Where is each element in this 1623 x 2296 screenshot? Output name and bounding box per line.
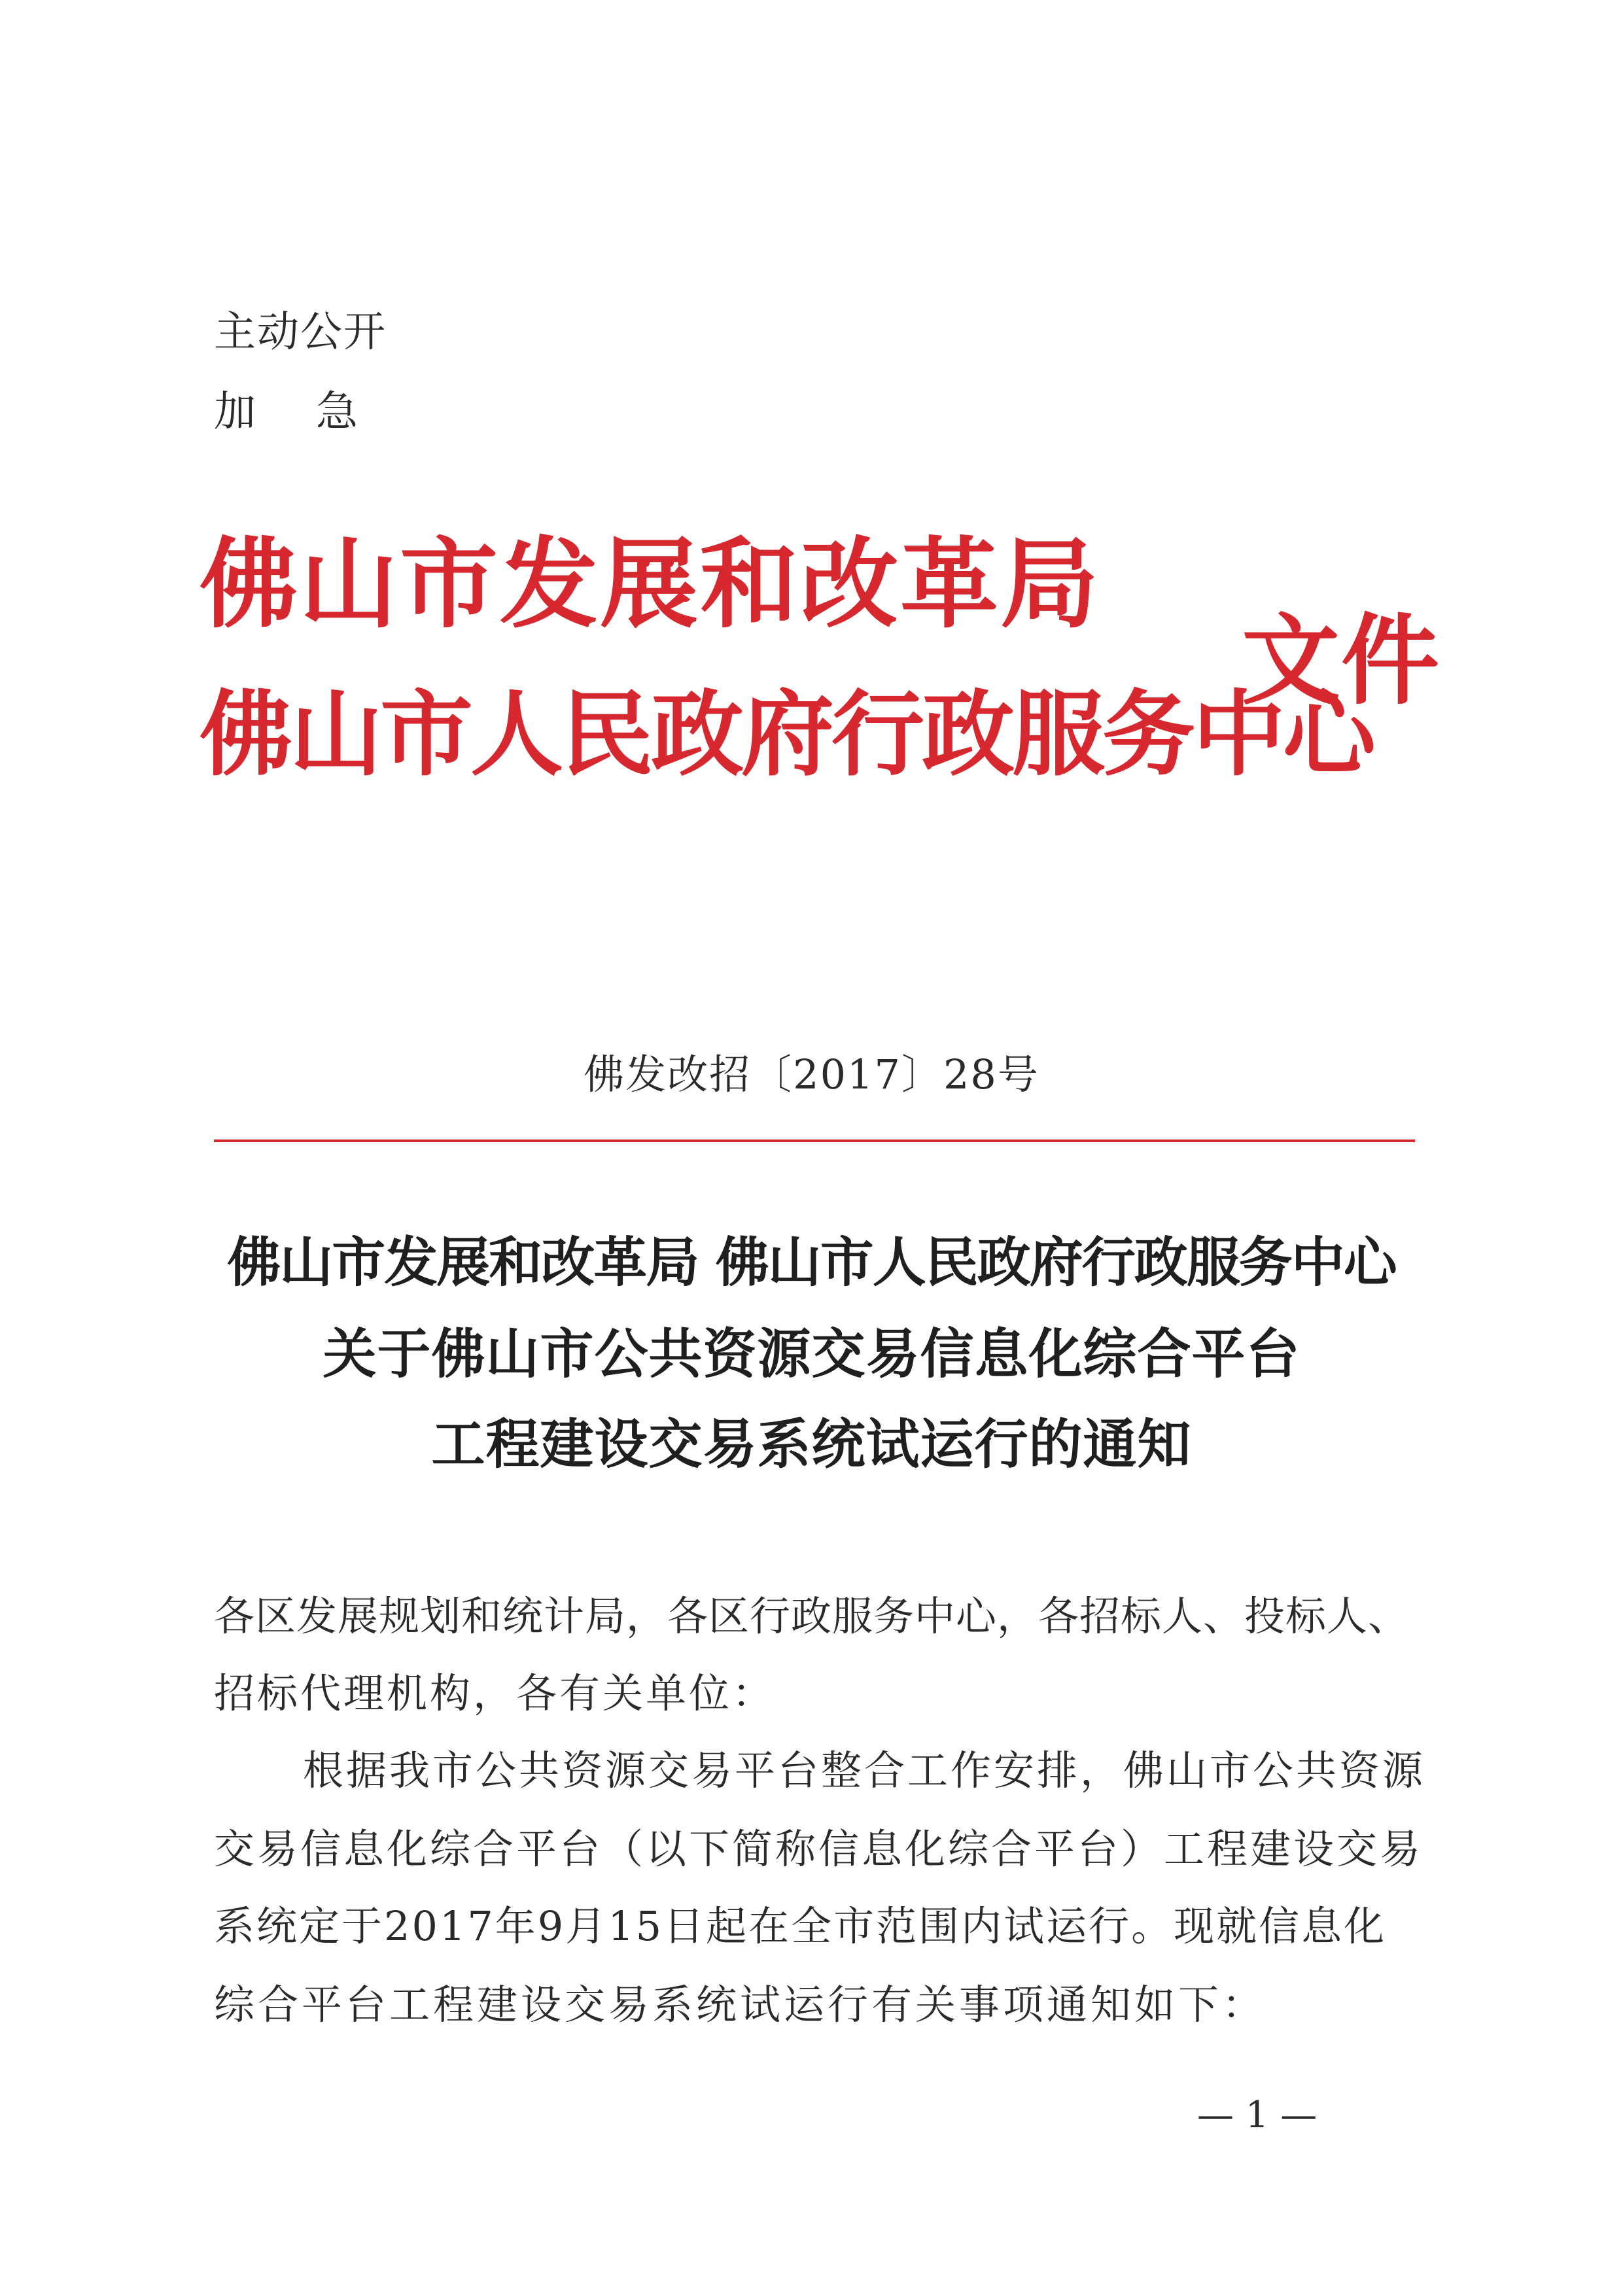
notice-title-line-2: 关于佛山市公共资源交易信息化综合平台 <box>323 1323 1300 1385</box>
body-paragraph-line-4: 综合平台工程建设交易系统试运行有关事项通知如下： <box>214 1981 1266 2028</box>
body-paragraph-line-1: 根据我市公共资源交易平台整合工作安排，佛山市公共资源 <box>303 1747 1426 1794</box>
page-number: — 1 — <box>1197 2094 1318 2136</box>
body-paragraph-line-3: 系统定于2017年9月15日起在全市范围内试运行。现就信息化 <box>214 1902 1387 1950</box>
addressee-line-1: 各区发展规划和统计局，各区行政服务中心，各招标人、投标人、 <box>214 1592 1410 1640</box>
letterhead-issuer-2: 佛山市人民政府行政服务中心 <box>200 680 1373 789</box>
document-number: 佛发改招〔2017〕28号 <box>584 1051 1039 1098</box>
letterhead-doc-type: 文件 <box>1242 603 1441 718</box>
notice-title-line-3: 工程建设交易系统试运行的通知 <box>431 1414 1192 1476</box>
disclosure-marker: 主动公开 <box>214 308 387 357</box>
red-divider <box>214 1139 1415 1142</box>
body-paragraph-line-2: 交易信息化综合平台（以下简称信息化综合平台）工程建设交易 <box>214 1825 1423 1873</box>
priority-marker: 加急 <box>214 388 418 436</box>
notice-title-line-1: 佛山市发展和改革局 佛山市人民政府行政服务中心 <box>227 1232 1396 1294</box>
addressee-line-2: 招标代理机构，各有关单位： <box>214 1669 776 1717</box>
letterhead-issuer-1: 佛山市发展和改革局 <box>200 527 1101 642</box>
